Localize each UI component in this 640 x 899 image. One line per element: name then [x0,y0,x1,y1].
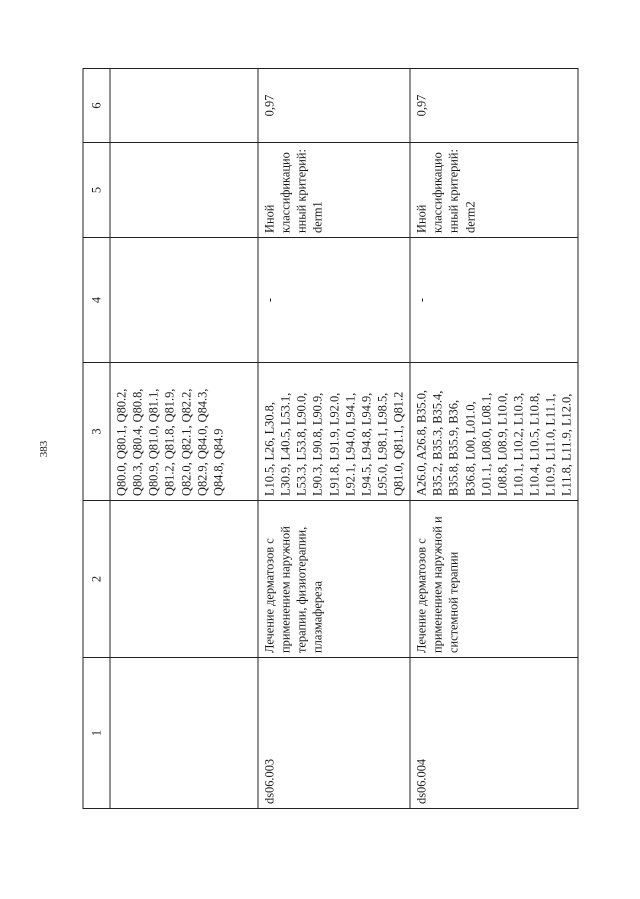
cell-name: Лечение дерматозов с применением наружной терапии, физиотерапии, плазмафереза [258,501,410,658]
cell-criterion: Иной классификационный критерий: derm2 [410,143,578,238]
table-header-row [83,69,110,809]
cell-coefficient: 0,97 [258,69,410,143]
table-row [110,69,258,809]
cell-col4: - [410,238,578,363]
header-col-3: 3 [83,363,110,501]
cell-col4: - [258,238,410,363]
cell-coefficient: 0,97 [410,69,578,143]
cell-criterion [110,143,258,238]
tariff-table [83,68,579,809]
cell-diagnoses: Q80.0, Q80.1, Q80.2, Q80.3, Q80.4, Q80.8, Q80.9, Q81.0, Q81.1, Q81.2, Q81.8, Q81.9, Q82.0, Q82.1, Q82.2, Q82.9, Q84.0, Q84.3, Q84.8, Q84.9 [110,363,258,501]
cell-name [110,501,258,658]
header-col-1: 1 [83,658,110,809]
header-col-6: 6 [83,69,110,143]
cell-code [110,658,258,809]
table-row [410,69,578,809]
cell-code: ds06.003 [258,658,410,809]
cell-diagnoses: A26.0, A26.8, B35.0, B35.2, B35.3, B35.4, B35.8, B35.9, B36, B36.8, L00, L01.0, L01.1, L08.0, L08.1, L08.8, L08.9, L10.0, L10.1, L10.2, L10.3, L10.4, L10.5, L10.8, L10.9, L11.0, L11.1, L11.8, L11.9, L12.0, [410,363,578,501]
cell-code: ds06.004 [410,658,578,809]
cell-coefficient [110,69,258,143]
cell-col4 [110,238,258,363]
header-col-5: 5 [83,143,110,238]
rotated-table-container [83,69,574,809]
table-row [258,69,410,809]
header-col-4: 4 [83,238,110,363]
cell-criterion: Иной классификационный критерий: derm1 [258,143,410,238]
page-number: 383 [38,440,50,458]
cell-diagnoses: L10.5, L26, L30.8, L30.9, L40.5, L53.1, L53.3, L53.8, L90.0, L90.3, L90.8, L90.9, L91.8, L91.9, L92.0, L92.1, L94.0, L94.1, L94.5, L94.8, L94.9, L95.0, L98.1, L98.5, Q81.0, Q81.1, Q81.2 [258,363,410,501]
cell-name: Лечение дерматозов с применением наружной и системной терапии [410,501,578,658]
header-col-2: 2 [83,501,110,658]
